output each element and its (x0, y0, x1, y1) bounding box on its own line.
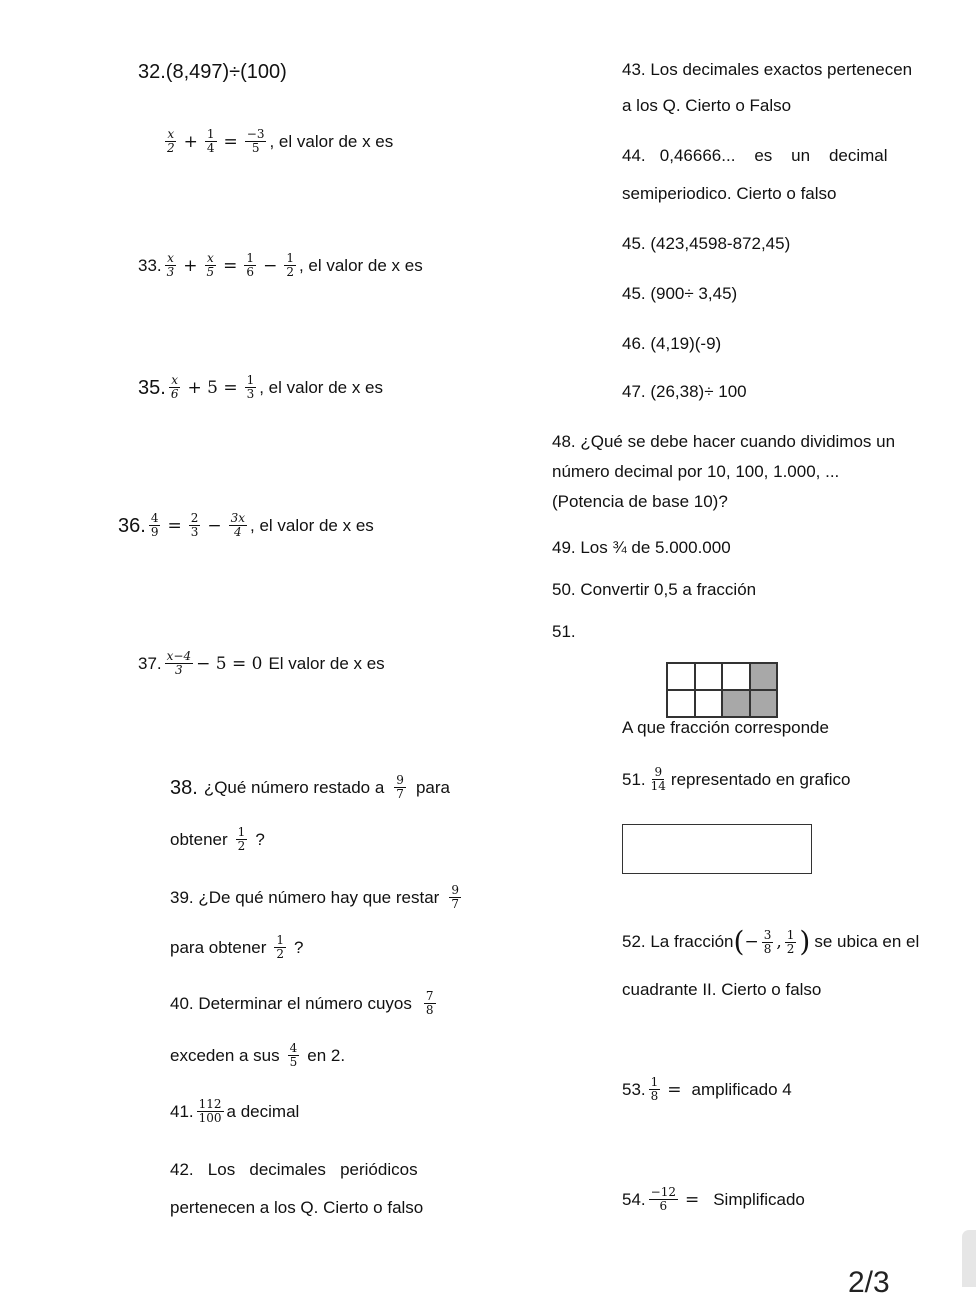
scrollbar[interactable] (962, 1230, 976, 1287)
q33-equation: 33. $\frac{x}{3}$ + $\frac{x}{5}$ = $\frac{1}{6}$ − $\frac{1}{2}$ , el valor de x es (138, 251, 423, 279)
fraction: $\frac{1}{4}$ (206, 127, 215, 155)
page-number: 2/3 (848, 1266, 890, 1299)
fraction: $\frac{-3}{5}$ (246, 127, 265, 155)
fraction: $\frac{x}{2}$ (167, 127, 175, 155)
q44-line2: semiperiodico. Cierto o falso (622, 184, 837, 203)
q52-line1: 52. La fracción ( − $\frac{3}{8}$ , $\frac{1}{2}$ ) se ubica en el (622, 925, 920, 958)
q45b-text: 45. (900÷ 3,45) (622, 284, 738, 303)
grid-cell (667, 663, 695, 690)
q32b-tail: , el valor de x es (269, 131, 394, 151)
q46-text: 46. (4,19)(-9) (622, 334, 722, 353)
q36-equation: 36. $\frac{4}{9}$ = $\frac{2}{3}$ − $\frac{3x}{4}$ , el valor de x es (118, 511, 374, 539)
q50-text: 50. Convertir 0,5 a fracción (552, 580, 757, 599)
q43-line2: a los Q. Cierto o Falso (622, 96, 792, 115)
q39-line1: 39. ¿De qué número hay que restar $\frac{9}{7}$ (170, 883, 459, 911)
grid-cell (695, 690, 723, 717)
fraction-grid (666, 662, 778, 718)
q45a-text: 45. (423,4598-872,45) (622, 234, 791, 253)
q42-line1: 42. Los decimales periódicos (170, 1160, 418, 1179)
q51b: 51. $\frac{9}{14}$ representado en grafico (622, 765, 851, 793)
q48-line2: número decimal por 10, 100, 1.000, ... (552, 462, 840, 481)
q44-line1: 44. 0,46666... es un decimal (622, 146, 888, 165)
q37-equation: 37. $\frac{x-4}{3}$ − 5 = 0 El valor de x es (138, 649, 385, 677)
answer-box (622, 824, 812, 874)
q49-text: 49. Los ¾ de 5.000.000 (552, 538, 731, 557)
q39-line2: para obtener $\frac{1}{2}$ ? (170, 933, 304, 961)
q32b-equation: $\frac{x}{2}$ + $\frac{1}{4}$ = $\frac{-3}{5}$ , el valor de x es (167, 127, 394, 155)
q38-line2: obtener $\frac{1}{2}$ ? (170, 825, 265, 853)
grid-cell (667, 690, 695, 717)
q40-line2: exceden a sus $\frac{4}{5}$ en 2. (170, 1041, 346, 1069)
q48-line1: 48. ¿Qué se debe hacer cuando dividimos un (552, 432, 896, 451)
q35-equation: 35. $\frac{x}{6}$ + 5 = $\frac{1}{3}$ , el valor de x es (138, 373, 383, 401)
q42-line2: pertenecen a los Q. Cierto o falso (170, 1198, 424, 1217)
q53: 53. $\frac{1}{8}$ = amplificado 4 (622, 1075, 792, 1103)
grid-cell-shaded (750, 663, 778, 690)
q52-line2: cuadrante II. Cierto o falso (622, 980, 822, 999)
grid-cell (695, 663, 723, 690)
q51-caption: A que fracción corresponde (622, 718, 829, 737)
q47-text: 47. (26,38)÷ 100 (622, 382, 747, 401)
grid-cell-shaded (750, 690, 778, 717)
q48-line3: (Potencia de base 10)? (552, 492, 728, 511)
grid-cell (722, 663, 750, 690)
q43-line1: 43. Los decimales exactos pertenecen (622, 60, 913, 79)
q54: 54. $\frac{-12}{6}$ = Simplificado (622, 1185, 805, 1213)
q32-text: 32.(8,497)÷(100) (138, 61, 287, 83)
q41: 41. $\frac{112}{100}$ a decimal (170, 1097, 300, 1125)
q40-line1: 40. Determinar el número cuyos $\frac{7}{8}$ (170, 989, 434, 1017)
q51-label: 51. (552, 622, 576, 641)
grid-cell-shaded (722, 690, 750, 717)
q38-line1: 38. ¿Qué número restado a $\frac{9}{7}$ para (170, 773, 450, 801)
